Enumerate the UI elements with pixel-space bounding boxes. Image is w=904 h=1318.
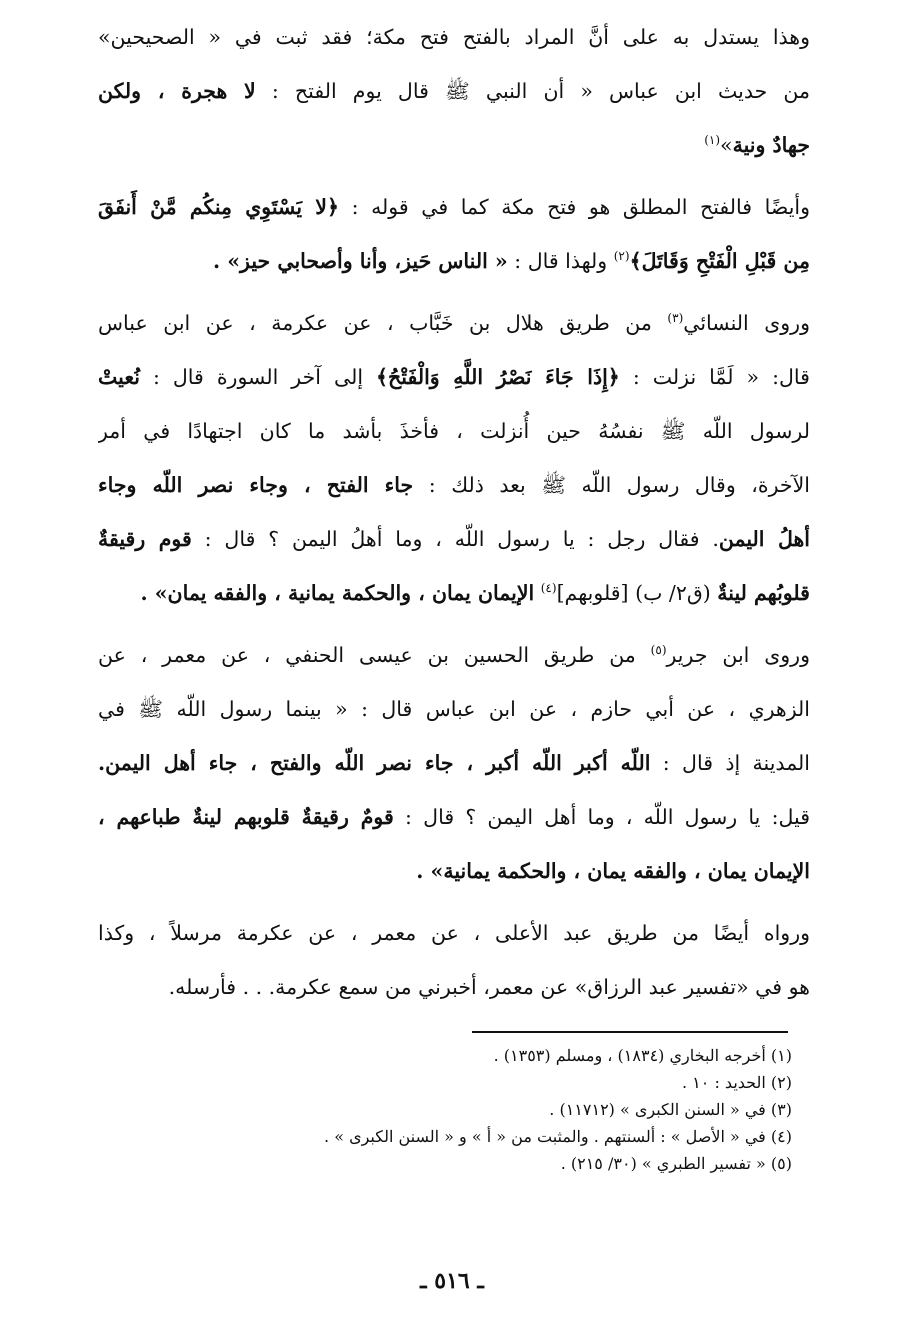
- para5-line2: [98, 960, 810, 1014]
- page-number: ـ ٥١٦ ـ: [420, 1268, 484, 1294]
- footnote-ref: (٥): [650, 643, 667, 657]
- hadith-text: الإيمان يمان ، والفقه يمان ، والحكمة يمانية» .: [416, 859, 810, 883]
- quran-verse: ﴿لا يَسْتَوِي مِنكُم مَّنْ أَنفَقَ: [98, 195, 339, 219]
- para3-line3: [98, 404, 810, 458]
- para4-text: قيل: يا رسول اللّه ، وما أهل اليمن ؟ قال :: [405, 805, 810, 829]
- para1-line2: [98, 64, 810, 118]
- hadith-text: قوم رقيقةٌ: [98, 527, 192, 551]
- para2-line1: [98, 180, 810, 234]
- para1-line1: [98, 10, 810, 64]
- manuscript-ref: (ق٢/ ب): [635, 581, 711, 605]
- quote-mark: »: [720, 133, 733, 157]
- quran-verse: ﴿إِذَا جَاءَ نَصْرُ اللَّهِ وَالْفَتْحُ﴾: [376, 365, 620, 389]
- para4-text: الزهري ، عن أبي حازم ، عن ابن عباس قال : « بينما رسول اللّه ﷺ في: [98, 697, 810, 721]
- para3-text: . فقال رجل : يا رسول اللّه ، وما أهلُ اليمن ؟ قال :: [204, 527, 719, 551]
- hadith-text: « الناس حَيز، وأنا وأصحابي حيز» .: [212, 249, 508, 273]
- para1-text: من حديث ابن عباس « أن النبي ﷺ قال يوم الفتح :: [271, 79, 810, 103]
- hadith-text: لا هجرة ، ولكن: [98, 79, 256, 103]
- para3-text: الآخرة، وقال رسول اللّه ﷺ بعد ذلك :: [428, 473, 810, 497]
- para3-line5: [98, 512, 810, 566]
- para3-text: وروى النسائي: [683, 311, 810, 335]
- para4-line1: [98, 628, 810, 682]
- para5-line1: [98, 906, 810, 960]
- hadith-text: جاء الفتح ، وجاء نصر اللّه وجاء: [98, 473, 414, 497]
- para4-text: وروى ابن جرير: [666, 643, 810, 667]
- para2-text: ولهذا قال :: [514, 249, 608, 273]
- para4-text: من طريق الحسين بن عيسى الحنفي ، عن معمر ، عن: [98, 643, 636, 667]
- footnote-2: (٢) الحديد : ١٠ .: [682, 1073, 792, 1092]
- footnote-ref: (٤): [540, 581, 557, 595]
- para3-line4: [98, 458, 810, 512]
- footnotes: [98, 1042, 792, 1177]
- para3-text: لرسول اللّه ﷺ نفسُهُ حين أُنزلت ، فأخذَ بأشد ما كان اجتهادًا في أمر: [98, 419, 810, 443]
- hadith-text: نُعيتْ: [98, 365, 140, 389]
- para1-text: وهذا يستدل به على أنَّ المراد بالفتح فتح مكة؛ فقد ثبت في « الصحيحين»: [98, 25, 810, 49]
- footnote-ref: (٢): [613, 249, 630, 263]
- para4-line4: [98, 790, 810, 844]
- hadith-text: قومٌ رقيقةٌ قلوبهم لينةٌ طباعهم ،: [98, 805, 394, 829]
- footnote-5: (٥) « تفسير الطبري » (٣٠/ ٢١٥) .: [560, 1154, 792, 1173]
- hadith-text: الإيمان يمان ، والحكمة يمانية ، والفقه يمان» .: [140, 581, 535, 605]
- para4-line3: [98, 736, 810, 790]
- footnote-divider: [472, 1031, 788, 1033]
- footnote-3: (٣) في « السنن الكبرى » (١١٧١٢) .: [549, 1100, 792, 1119]
- para3-line2: [98, 350, 810, 404]
- para3-text: من طريق هلال بن خَبَّاب ، عن عكرمة ، عن ابن عباس: [98, 311, 652, 335]
- para3-line6: [98, 566, 810, 620]
- para4-text: المدينة إذ قال :: [662, 751, 810, 775]
- footnote-4: (٤) في « الأصل » : ألسنتهم . والمثبت من « أ » و « السنن الكبرى » .: [324, 1127, 792, 1146]
- footnote-ref: (١): [704, 133, 721, 147]
- para3-text: قال: « لَمَّا نزلت :: [632, 365, 810, 389]
- para2-line2: [98, 234, 810, 288]
- hadith-text: أهلُ اليمن: [718, 527, 810, 551]
- para3-line1: [98, 296, 810, 350]
- footnote-1: (١) أخرجه البخاري (١٨٣٤) ، ومسلم (١٣٥٣) .: [493, 1046, 792, 1065]
- para2-text: وأيضًا فالفتح المطلق هو فتح مكة كما في قوله :: [351, 195, 810, 219]
- hadith-text: جهادٌ ونية: [732, 133, 810, 157]
- hadith-text: اللّه أكبر اللّه أكبر ، جاء نصر اللّه والفتح ، جاء أهل اليمن.: [98, 751, 651, 775]
- main-text: [98, 10, 810, 1014]
- para1-line3: [98, 118, 810, 172]
- para5-text: ورواه أيضًا من طريق عبد الأعلى ، عن معمر ، عن عكرمة مرسلاً ، وكذا: [98, 921, 810, 945]
- para5-text: هو في «تفسير عبد الرزاق» عن معمر، أخبرني من سمع عكرمة. . . فأرسله.: [168, 975, 810, 999]
- para4-line5: [98, 844, 810, 898]
- para4-line2: [98, 682, 810, 736]
- quran-verse: مِن قَبْلِ الْفَتْحِ وَقَاتَلَ﴾: [629, 249, 810, 273]
- hadith-text: قلوبُهم لينةٌ: [717, 581, 810, 605]
- footnote-ref: (٣): [667, 311, 684, 325]
- editor-insertion: [قلوبهم]: [556, 581, 629, 605]
- para3-text: إلى آخر السورة قال :: [152, 365, 364, 389]
